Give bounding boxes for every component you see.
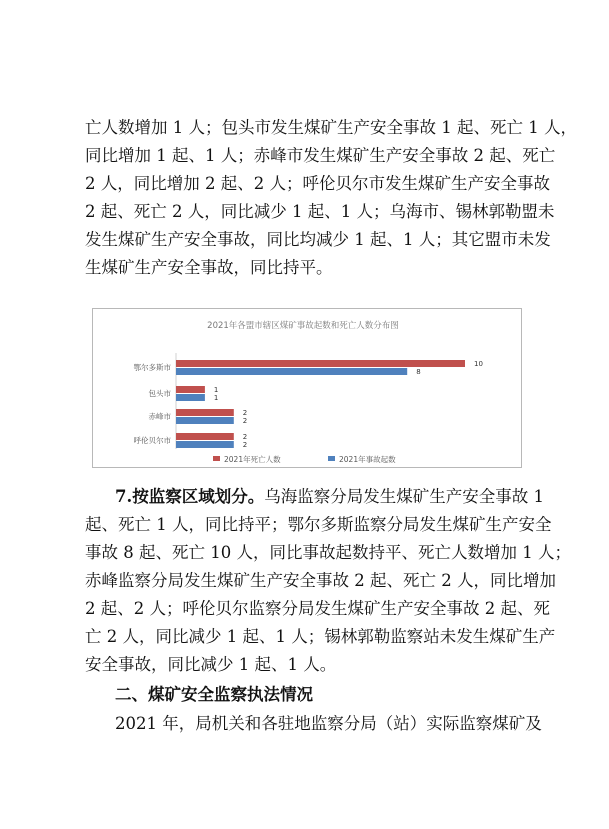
data-label: 2 [242, 433, 248, 441]
data-label: 8 [416, 368, 421, 376]
category-label: 赤峰市 [148, 412, 171, 421]
paragraph-line: 亡 2 人，同比减少 1 起、1 人；锡林郭勒监察站未发生煤矿生产 [85, 627, 556, 646]
legend-swatch [328, 456, 335, 461]
bar-accidents [176, 394, 205, 401]
section7-heading: 7.按监察区域划分。 [115, 487, 265, 506]
section7-line-1 [115, 487, 544, 507]
paragraph-line: 赤峰监察分局发生煤矿生产安全事故 2 起、死亡 2 人，同比增加 [85, 571, 556, 590]
chart-title: 2021年各盟市辖区煤矿事故起数和死亡人数分布图 [207, 321, 399, 331]
data-label: 2 [242, 441, 248, 449]
accident-chart [92, 308, 522, 468]
bar-deaths [176, 360, 465, 367]
paragraph-line: 2021 年，局机关和各驻地监察分局（站）实际监察煤矿及 [115, 714, 542, 733]
paragraph-line: 2 起、死亡 2 人，同比减少 1 起、1 人；乌海市、锡林郭勒盟未 [85, 202, 555, 221]
legend-swatch [213, 456, 220, 461]
bar-deaths [176, 386, 205, 393]
bar-accidents [176, 417, 234, 424]
paragraph-line: 事故 8 起、死亡 10 人，同比事故起数持平、死亡人数增加 1 人； [85, 543, 571, 562]
bar-accidents [176, 368, 407, 375]
data-label: 1 [213, 386, 219, 394]
legend-label: 2021年死亡人数 [224, 455, 281, 464]
section-heading: 二、煤矿安全监察执法情况 [115, 685, 313, 704]
bar-deaths [176, 433, 234, 440]
category-label: 鄂尔多斯市 [133, 363, 171, 372]
bar-accidents [176, 441, 234, 448]
paragraph-line: 2 人，同比增加 2 起、2 人；呼伦贝尔市发生煤矿生产安全事故 [85, 174, 550, 193]
bar-deaths [176, 409, 234, 416]
category-label: 呼伦贝尔市 [133, 436, 171, 445]
paragraph-line: 生煤矿生产安全事故，同比持平。 [85, 258, 333, 277]
section7-text: 乌海监察分局发生煤矿生产安全事故 1 [264, 487, 544, 506]
legend-label: 2021年事故起数 [339, 455, 396, 464]
chart-svg [93, 309, 521, 467]
paragraph-line: 2 起、2 人；呼伦贝尔监察分局发生煤矿生产安全事故 2 起、死 [85, 599, 550, 618]
paragraph-line: 起、死亡 1 人，同比持平；鄂尔多斯监察分局发生煤矿生产安全 [85, 515, 552, 534]
paragraph-line: 亡人数增加 1 人；包头市发生煤矿生产安全事故 1 起、死亡 1 人， [85, 118, 577, 137]
category-label: 包头市 [148, 389, 171, 398]
paragraph-line: 发生煤矿生产安全事故，同比均减少 1 起、1 人；其它盟市未发 [85, 230, 551, 249]
data-label: 1 [213, 394, 219, 402]
data-label: 10 [474, 360, 483, 368]
paragraph-line: 安全事故，同比减少 1 起、1 人。 [85, 655, 337, 674]
data-label: 2 [242, 409, 248, 417]
data-label: 2 [242, 417, 248, 425]
paragraph-line: 同比增加 1 起、1 人；赤峰市发生煤矿生产安全事故 2 起、死亡 [85, 146, 556, 165]
